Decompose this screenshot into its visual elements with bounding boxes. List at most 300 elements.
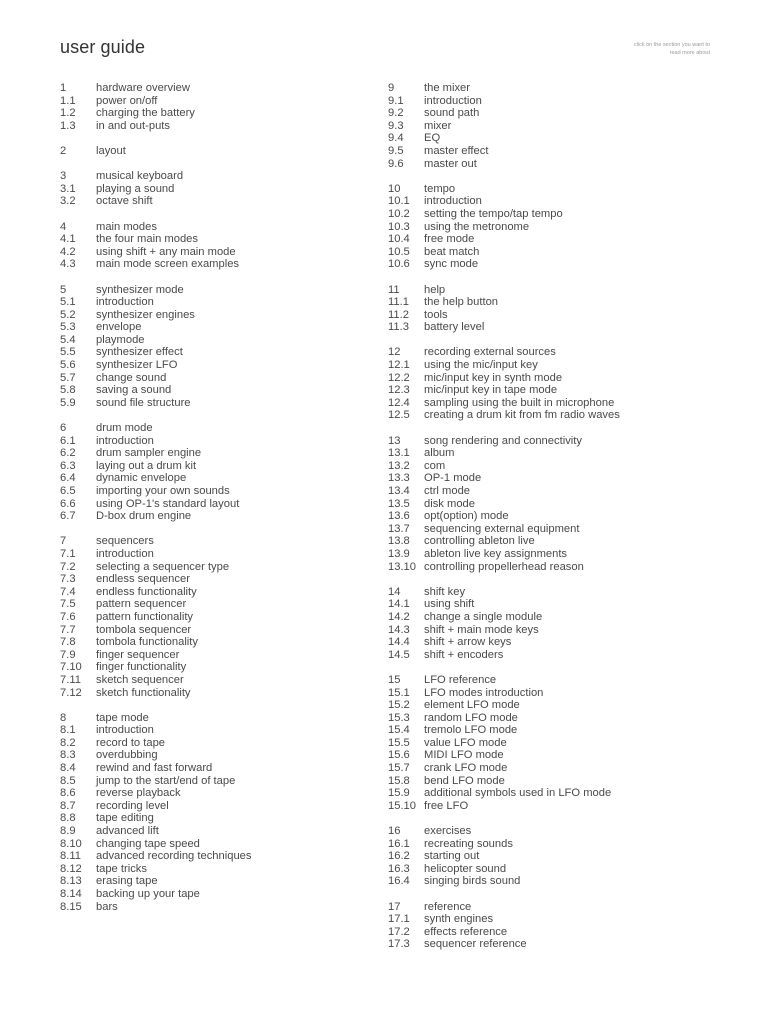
toc-number: 15.4	[388, 724, 410, 737]
toc-subsection-link[interactable]	[388, 535, 718, 548]
toc-subsection-link[interactable]	[60, 435, 390, 448]
toc-subsection-link[interactable]	[388, 510, 718, 523]
toc-subsection-link[interactable]	[388, 636, 718, 649]
toc-label: main modes	[96, 220, 157, 233]
toc-number: 13.3	[388, 472, 410, 485]
toc-subsection-link[interactable]	[60, 687, 390, 700]
toc-subsection-link[interactable]	[60, 762, 390, 775]
toc-subsection-link[interactable]	[388, 208, 718, 221]
toc-number: 8.12	[60, 862, 82, 875]
toc-subsection-link[interactable]	[388, 938, 718, 951]
toc-label: the four main modes	[96, 233, 198, 246]
toc-subsection-link[interactable]	[388, 850, 718, 863]
toc-subsection-link[interactable]	[60, 888, 390, 901]
toc-section	[60, 170, 390, 208]
toc-label: disk mode	[424, 497, 475, 510]
toc-label: endless sequencer	[96, 573, 190, 586]
toc-label: crank LFO mode	[424, 762, 508, 775]
toc-subsection-link[interactable]	[60, 649, 390, 662]
toc-label: MIDI LFO mode	[424, 749, 504, 762]
toc-number: 5.1	[60, 296, 76, 309]
toc-chapter-link[interactable]	[60, 82, 390, 95]
toc-label: overdubbing	[96, 749, 158, 762]
toc-label: controlling propellerhead reason	[424, 560, 584, 573]
toc-subsection-link[interactable]	[388, 384, 718, 397]
toc-subsection-link[interactable]	[60, 737, 390, 750]
toc-subsection-link[interactable]	[388, 309, 718, 322]
toc-number: 4.3	[60, 258, 76, 271]
toc-subsection-link[interactable]	[388, 359, 718, 372]
toc-label: additional symbols used in LFO mode	[424, 787, 612, 800]
toc-number: 10.4	[388, 233, 410, 246]
toc-number: 3	[60, 170, 67, 183]
toc-subsection-link[interactable]	[60, 183, 390, 196]
toc-number: 6.6	[60, 497, 76, 510]
toc-label: using shift + any main mode	[96, 245, 236, 258]
toc-number: 12.5	[388, 409, 410, 422]
toc-number: 6	[60, 422, 67, 435]
toc-label: help	[424, 283, 446, 296]
toc-number: 4.1	[60, 233, 76, 246]
toc-number: 10	[388, 182, 401, 195]
toc-label: sequencing external equipment	[424, 522, 580, 535]
toc-subsection-link[interactable]	[388, 246, 718, 259]
toc-subsection-link[interactable]	[60, 472, 390, 485]
toc-label: erasing tape	[96, 875, 158, 888]
toc-number: 16.4	[388, 875, 410, 888]
toc-label: recording external sources	[424, 346, 556, 359]
toc-number: 9.5	[388, 144, 404, 157]
toc-number: 15.5	[388, 736, 410, 749]
toc-label: shift key	[424, 585, 466, 598]
toc-subsection-link[interactable]	[388, 120, 718, 133]
toc-label: sound path	[424, 107, 480, 120]
toc-number: 8.14	[60, 888, 82, 900]
toc-number: 7.9	[60, 648, 76, 661]
toc-number: 7.10	[60, 661, 82, 674]
toc-label: OP-1 mode	[424, 472, 482, 485]
toc-subsection-link[interactable]	[60, 397, 390, 410]
toc-number: 13.5	[388, 497, 410, 510]
toc-subsection-link[interactable]	[60, 875, 390, 888]
toc-number: 10.2	[388, 207, 410, 220]
toc-number: 7.5	[60, 598, 76, 611]
toc-number: 9	[388, 82, 395, 94]
toc-label: reference	[424, 900, 472, 913]
toc-subsection-link[interactable]	[60, 334, 390, 347]
toc-number: 13.7	[388, 522, 410, 535]
toc-number: 15.10	[388, 799, 416, 812]
toc-number: 2	[60, 144, 67, 157]
toc-number: 7.1	[60, 547, 76, 560]
toc-number: 8	[60, 711, 67, 724]
toc-label: finger functionality	[96, 661, 187, 674]
toc-subsection-link[interactable]	[60, 107, 390, 120]
toc-number: 7.7	[60, 623, 76, 636]
toc-section	[60, 82, 390, 132]
toc-subsection-link[interactable]	[388, 838, 718, 851]
toc-section	[60, 145, 390, 158]
toc-label: free mode	[424, 233, 475, 246]
toc-subsection-link[interactable]	[60, 749, 390, 762]
toc-number: 1.2	[60, 107, 76, 120]
toc-label: sequencers	[96, 535, 154, 548]
toc-subsection-link[interactable]	[388, 913, 718, 926]
toc-number: 6.7	[60, 510, 76, 523]
toc-label: importing your own sounds	[96, 485, 230, 497]
toc-subsection-link[interactable]	[60, 850, 390, 863]
toc-subsection-link[interactable]	[388, 712, 718, 725]
toc-label: synthesizer effect	[96, 346, 183, 359]
toc-number: 6.4	[60, 472, 76, 485]
toc-number: 9.2	[388, 107, 404, 120]
toc-label: starting out	[424, 850, 480, 863]
toc-label: record to tape	[96, 736, 166, 749]
toc-number: 8.10	[60, 837, 82, 850]
toc-chapter-link[interactable]	[388, 825, 718, 838]
toc-subsection-link[interactable]	[60, 674, 390, 687]
toc-label: synthesizer mode	[96, 283, 184, 296]
toc-number: 7.8	[60, 636, 76, 649]
toc-section	[388, 183, 718, 271]
toc-label: tape editing	[96, 812, 154, 825]
toc-subsection-link[interactable]	[60, 838, 390, 851]
toc-number: 14.4	[388, 636, 410, 649]
toc-chapter-link[interactable]	[60, 170, 390, 183]
toc-number: 8.15	[60, 900, 82, 913]
toc-subsection-link[interactable]	[388, 409, 718, 422]
toc-label: synthesizer engines	[96, 308, 195, 321]
toc-subsection-link[interactable]	[60, 636, 390, 649]
toc-label: helicopter sound	[424, 862, 507, 875]
toc-number: 12.3	[388, 384, 410, 397]
toc-label: layout	[96, 144, 126, 157]
toc-label: ableton live key assignments	[424, 547, 568, 560]
toc-subsection-link[interactable]	[388, 800, 718, 813]
toc-chapter-link[interactable]	[388, 586, 718, 599]
toc-section	[388, 586, 718, 662]
toc-number: 13.2	[388, 459, 410, 472]
toc-subsection-link[interactable]	[60, 548, 390, 561]
toc-section	[60, 535, 390, 699]
toc-subsection-link[interactable]	[388, 145, 718, 158]
toc-label: master out	[424, 157, 477, 170]
toc-number: 12.1	[388, 359, 410, 372]
toc-subsection-link[interactable]	[388, 649, 718, 662]
toc-label: sync mode	[424, 258, 479, 271]
toc-subsection-link[interactable]	[388, 863, 718, 876]
toc-label: introduction	[424, 195, 482, 208]
toc-subsection-link[interactable]	[388, 775, 718, 788]
toc-subsection-link[interactable]	[388, 787, 718, 800]
toc-number: 5.9	[60, 396, 76, 409]
toc-subsection-link[interactable]	[60, 510, 390, 523]
toc-number: 15.6	[388, 749, 410, 762]
toc-number: 15	[388, 673, 401, 686]
toc-label: using shift	[424, 598, 475, 611]
toc-label: bars	[96, 900, 118, 913]
toc-subsection-link[interactable]	[60, 661, 390, 674]
toc-number: 3.2	[60, 195, 76, 208]
toc-chapter-link[interactable]	[60, 284, 390, 297]
toc-subsection-link[interactable]	[388, 485, 718, 498]
toc-label: envelope	[96, 321, 142, 334]
toc-chapter-link[interactable]	[388, 435, 718, 448]
toc-label: battery level	[424, 321, 485, 334]
toc-number: 16	[388, 825, 401, 838]
toc-label: hardware overview	[96, 82, 190, 94]
toc-number: 12.2	[388, 371, 410, 384]
toc-label: pattern functionality	[96, 610, 194, 623]
toc-number: 1	[60, 82, 67, 94]
toc-chapter-link[interactable]	[388, 346, 718, 359]
toc-subsection-link[interactable]	[388, 233, 718, 246]
toc-number: 13.4	[388, 485, 410, 497]
toc-number: 16.3	[388, 862, 410, 875]
toc-section	[388, 901, 718, 951]
toc-label: opt(option) mode	[424, 510, 509, 523]
toc-number: 12.4	[388, 396, 410, 409]
toc-number: 9.3	[388, 119, 404, 132]
toc-label: shift + encoders	[424, 648, 504, 661]
toc-chapter-link[interactable]	[388, 284, 718, 297]
toc-subsection-link[interactable]	[60, 787, 390, 800]
toc-label: introduction	[96, 296, 154, 309]
toc-number: 5.3	[60, 321, 76, 334]
toc-subsection-link[interactable]	[60, 120, 390, 133]
toc-number: 4.2	[60, 245, 76, 258]
toc-label: tools	[424, 308, 448, 321]
toc-subsection-link[interactable]	[60, 825, 390, 838]
toc-subsection-link[interactable]	[388, 321, 718, 334]
toc-subsection-link[interactable]	[388, 699, 718, 712]
toc-subsection-link[interactable]	[60, 598, 390, 611]
toc-label: introduction	[424, 94, 482, 107]
toc-subsection-link[interactable]	[388, 548, 718, 561]
toc-subsection-link[interactable]	[388, 926, 718, 939]
toc-number: 8.4	[60, 762, 76, 775]
toc-label: D-box drum engine	[96, 510, 192, 523]
toc-subsection-link[interactable]	[388, 598, 718, 611]
toc-subsection-link[interactable]	[388, 523, 718, 536]
toc-subsection-link[interactable]	[60, 624, 390, 637]
toc-subsection-link[interactable]	[388, 875, 718, 888]
toc-number: 11.3	[388, 321, 409, 334]
toc-label: advanced lift	[96, 825, 159, 838]
toc-number: 13.8	[388, 535, 410, 548]
toc-label: main mode screen examples	[96, 258, 240, 271]
toc-chapter-link[interactable]	[60, 221, 390, 234]
toc-subsection-link[interactable]	[388, 132, 718, 145]
toc-label: creating a drum kit from fm radio waves	[424, 409, 620, 422]
toc-subsection-link[interactable]	[60, 258, 390, 271]
toc-label: pattern sequencer	[96, 598, 187, 611]
toc-subsection-link[interactable]	[60, 460, 390, 473]
toc-subsection-link[interactable]	[60, 724, 390, 737]
toc-subsection-link[interactable]	[60, 346, 390, 359]
toc-subsection-link[interactable]	[388, 472, 718, 485]
toc-label: the help button	[424, 296, 499, 309]
toc-subsection-link[interactable]	[60, 95, 390, 108]
toc-number: 8.2	[60, 736, 76, 749]
toc-label: setting the tempo/tap tempo	[424, 207, 563, 220]
toc-subsection-link[interactable]	[60, 586, 390, 599]
toc-number: 14	[388, 585, 401, 598]
toc-number: 5.2	[60, 308, 76, 321]
toc-label: sketch functionality	[96, 686, 191, 699]
toc-subsection-link[interactable]	[388, 158, 718, 171]
toc-chapter-link[interactable]	[388, 183, 718, 196]
toc-label: laying out a drum kit	[96, 459, 197, 472]
toc-subsection-link[interactable]	[388, 397, 718, 410]
toc-number: 8.1	[60, 724, 76, 737]
toc-label: playing a sound	[96, 182, 175, 195]
page-title: user guide	[60, 37, 146, 57]
toc-label: beat match	[424, 245, 480, 258]
toc-subsection-link[interactable]	[388, 221, 718, 234]
toc-number: 11.1	[388, 296, 409, 309]
toc-number: 8.11	[60, 850, 81, 863]
toc-label: advanced recording techniques	[96, 850, 252, 863]
toc-subsection-link[interactable]	[60, 498, 390, 511]
toc-chapter-link[interactable]	[60, 422, 390, 435]
toc-subsection-link[interactable]	[60, 573, 390, 586]
toc-subsection-link[interactable]	[60, 372, 390, 385]
toc-subsection-link[interactable]	[60, 246, 390, 259]
toc-number: 14.5	[388, 648, 410, 661]
toc-label: random LFO mode	[424, 711, 518, 724]
toc-subsection-link[interactable]	[388, 195, 718, 208]
toc-subsection-link[interactable]	[60, 485, 390, 498]
toc-subsection-link[interactable]	[60, 775, 390, 788]
toc-label: tremolo LFO mode	[424, 724, 518, 737]
toc-number: 16.1	[388, 837, 410, 850]
toc-section	[388, 284, 718, 334]
toc-subsection-link[interactable]	[388, 687, 718, 700]
toc-label: saving a sound	[96, 384, 172, 397]
toc-number: 5.6	[60, 359, 76, 372]
toc-label: sound file structure	[96, 396, 191, 409]
toc-number: 17.3	[388, 938, 410, 951]
toc-number: 15.1	[388, 686, 410, 699]
toc-number: 4	[60, 220, 67, 233]
toc-number: 8.5	[60, 774, 76, 787]
toc-section	[388, 82, 718, 170]
toc-number: 15.7	[388, 762, 410, 775]
toc-chapter-link[interactable]	[388, 82, 718, 95]
toc-subsection-link[interactable]	[60, 321, 390, 334]
toc-label: bend LFO mode	[424, 774, 505, 787]
toc-subsection-link[interactable]	[388, 95, 718, 108]
toc-number: 13.1	[388, 447, 410, 460]
toc-number: 12	[388, 346, 401, 359]
toc-label: tape tricks	[96, 862, 147, 875]
toc-chapter-link[interactable]	[388, 674, 718, 687]
toc-label: com	[424, 459, 446, 472]
toc-label: changing tape speed	[96, 837, 200, 850]
toc-subsection-link[interactable]	[388, 561, 718, 574]
toc-label: controlling ableton live	[424, 535, 535, 548]
toc-number: 8.3	[60, 749, 76, 762]
toc-subsection-link[interactable]	[388, 724, 718, 737]
toc-number: 7.12	[60, 686, 82, 699]
toc-subsection-link[interactable]	[60, 233, 390, 246]
toc-number: 10.1	[388, 195, 410, 208]
toc-number: 5.7	[60, 371, 76, 384]
toc-number: 10.6	[388, 258, 410, 271]
toc-number: 11	[388, 283, 400, 296]
toc-subsection-link[interactable]	[60, 561, 390, 574]
toc-subsection-link[interactable]	[388, 737, 718, 750]
toc-number: 5.5	[60, 346, 76, 359]
toc-label: dynamic envelope	[96, 472, 187, 485]
toc-number: 17.2	[388, 925, 410, 938]
toc-chapter-link[interactable]	[388, 901, 718, 914]
toc-number: 5.4	[60, 333, 76, 346]
toc-subsection-link[interactable]	[60, 447, 390, 460]
toc-subsection-link[interactable]	[60, 901, 390, 914]
toc-subsection-link[interactable]	[388, 762, 718, 775]
toc-subsection-link[interactable]	[60, 195, 390, 208]
toc-subsection-link[interactable]	[388, 749, 718, 762]
toc-label: EQ	[424, 132, 441, 145]
toc-subsection-link[interactable]	[60, 384, 390, 397]
toc-subsection-link[interactable]	[60, 296, 390, 309]
toc-label: shift + main mode keys	[424, 623, 539, 636]
toc-section	[388, 435, 718, 574]
toc-section	[388, 346, 718, 422]
toc-subsection-link[interactable]	[388, 460, 718, 473]
toc-label: synthesizer LFO	[96, 359, 178, 372]
toc-subsection-link[interactable]	[60, 611, 390, 624]
toc-subsection-link[interactable]	[388, 258, 718, 271]
toc-section	[388, 825, 718, 888]
toc-number: 13.10	[388, 560, 416, 573]
toc-subsection-link[interactable]	[388, 611, 718, 624]
toc-subsection-link[interactable]	[60, 800, 390, 813]
toc-number: 8.8	[60, 812, 76, 825]
toc-subsection-link[interactable]	[388, 624, 718, 637]
toc-subsection-link[interactable]	[388, 372, 718, 385]
toc-label: using the metronome	[424, 220, 530, 233]
toc-label: rewind and fast forward	[96, 762, 213, 775]
toc-label: reverse playback	[96, 787, 181, 800]
toc-subsection-link[interactable]	[388, 447, 718, 460]
toc-subsection-link[interactable]	[388, 296, 718, 309]
toc-number: 9.6	[388, 157, 404, 170]
toc-subsection-link[interactable]	[60, 359, 390, 372]
toc-number: 10.5	[388, 245, 410, 258]
toc-number: 15.2	[388, 699, 410, 712]
toc-chapter-link[interactable]	[60, 535, 390, 548]
toc-number: 14.2	[388, 610, 410, 623]
toc-label: synth engines	[424, 913, 494, 926]
toc-chapter-link[interactable]	[60, 712, 390, 725]
toc-section	[60, 712, 390, 914]
toc-label: mic/input key in tape mode	[424, 384, 558, 397]
toc-subsection-link[interactable]	[60, 863, 390, 876]
toc-label: free LFO	[424, 799, 469, 812]
toc-subsection-link[interactable]	[388, 498, 718, 511]
toc-number: 7.4	[60, 585, 76, 598]
toc-subsection-link[interactable]	[60, 812, 390, 825]
toc-section	[60, 284, 390, 410]
toc-subsection-link[interactable]	[388, 107, 718, 120]
toc-number: 17.1	[388, 913, 410, 926]
toc-number: 13.9	[388, 547, 410, 560]
toc-subsection-link[interactable]	[60, 309, 390, 322]
toc-chapter-link[interactable]	[60, 145, 390, 158]
